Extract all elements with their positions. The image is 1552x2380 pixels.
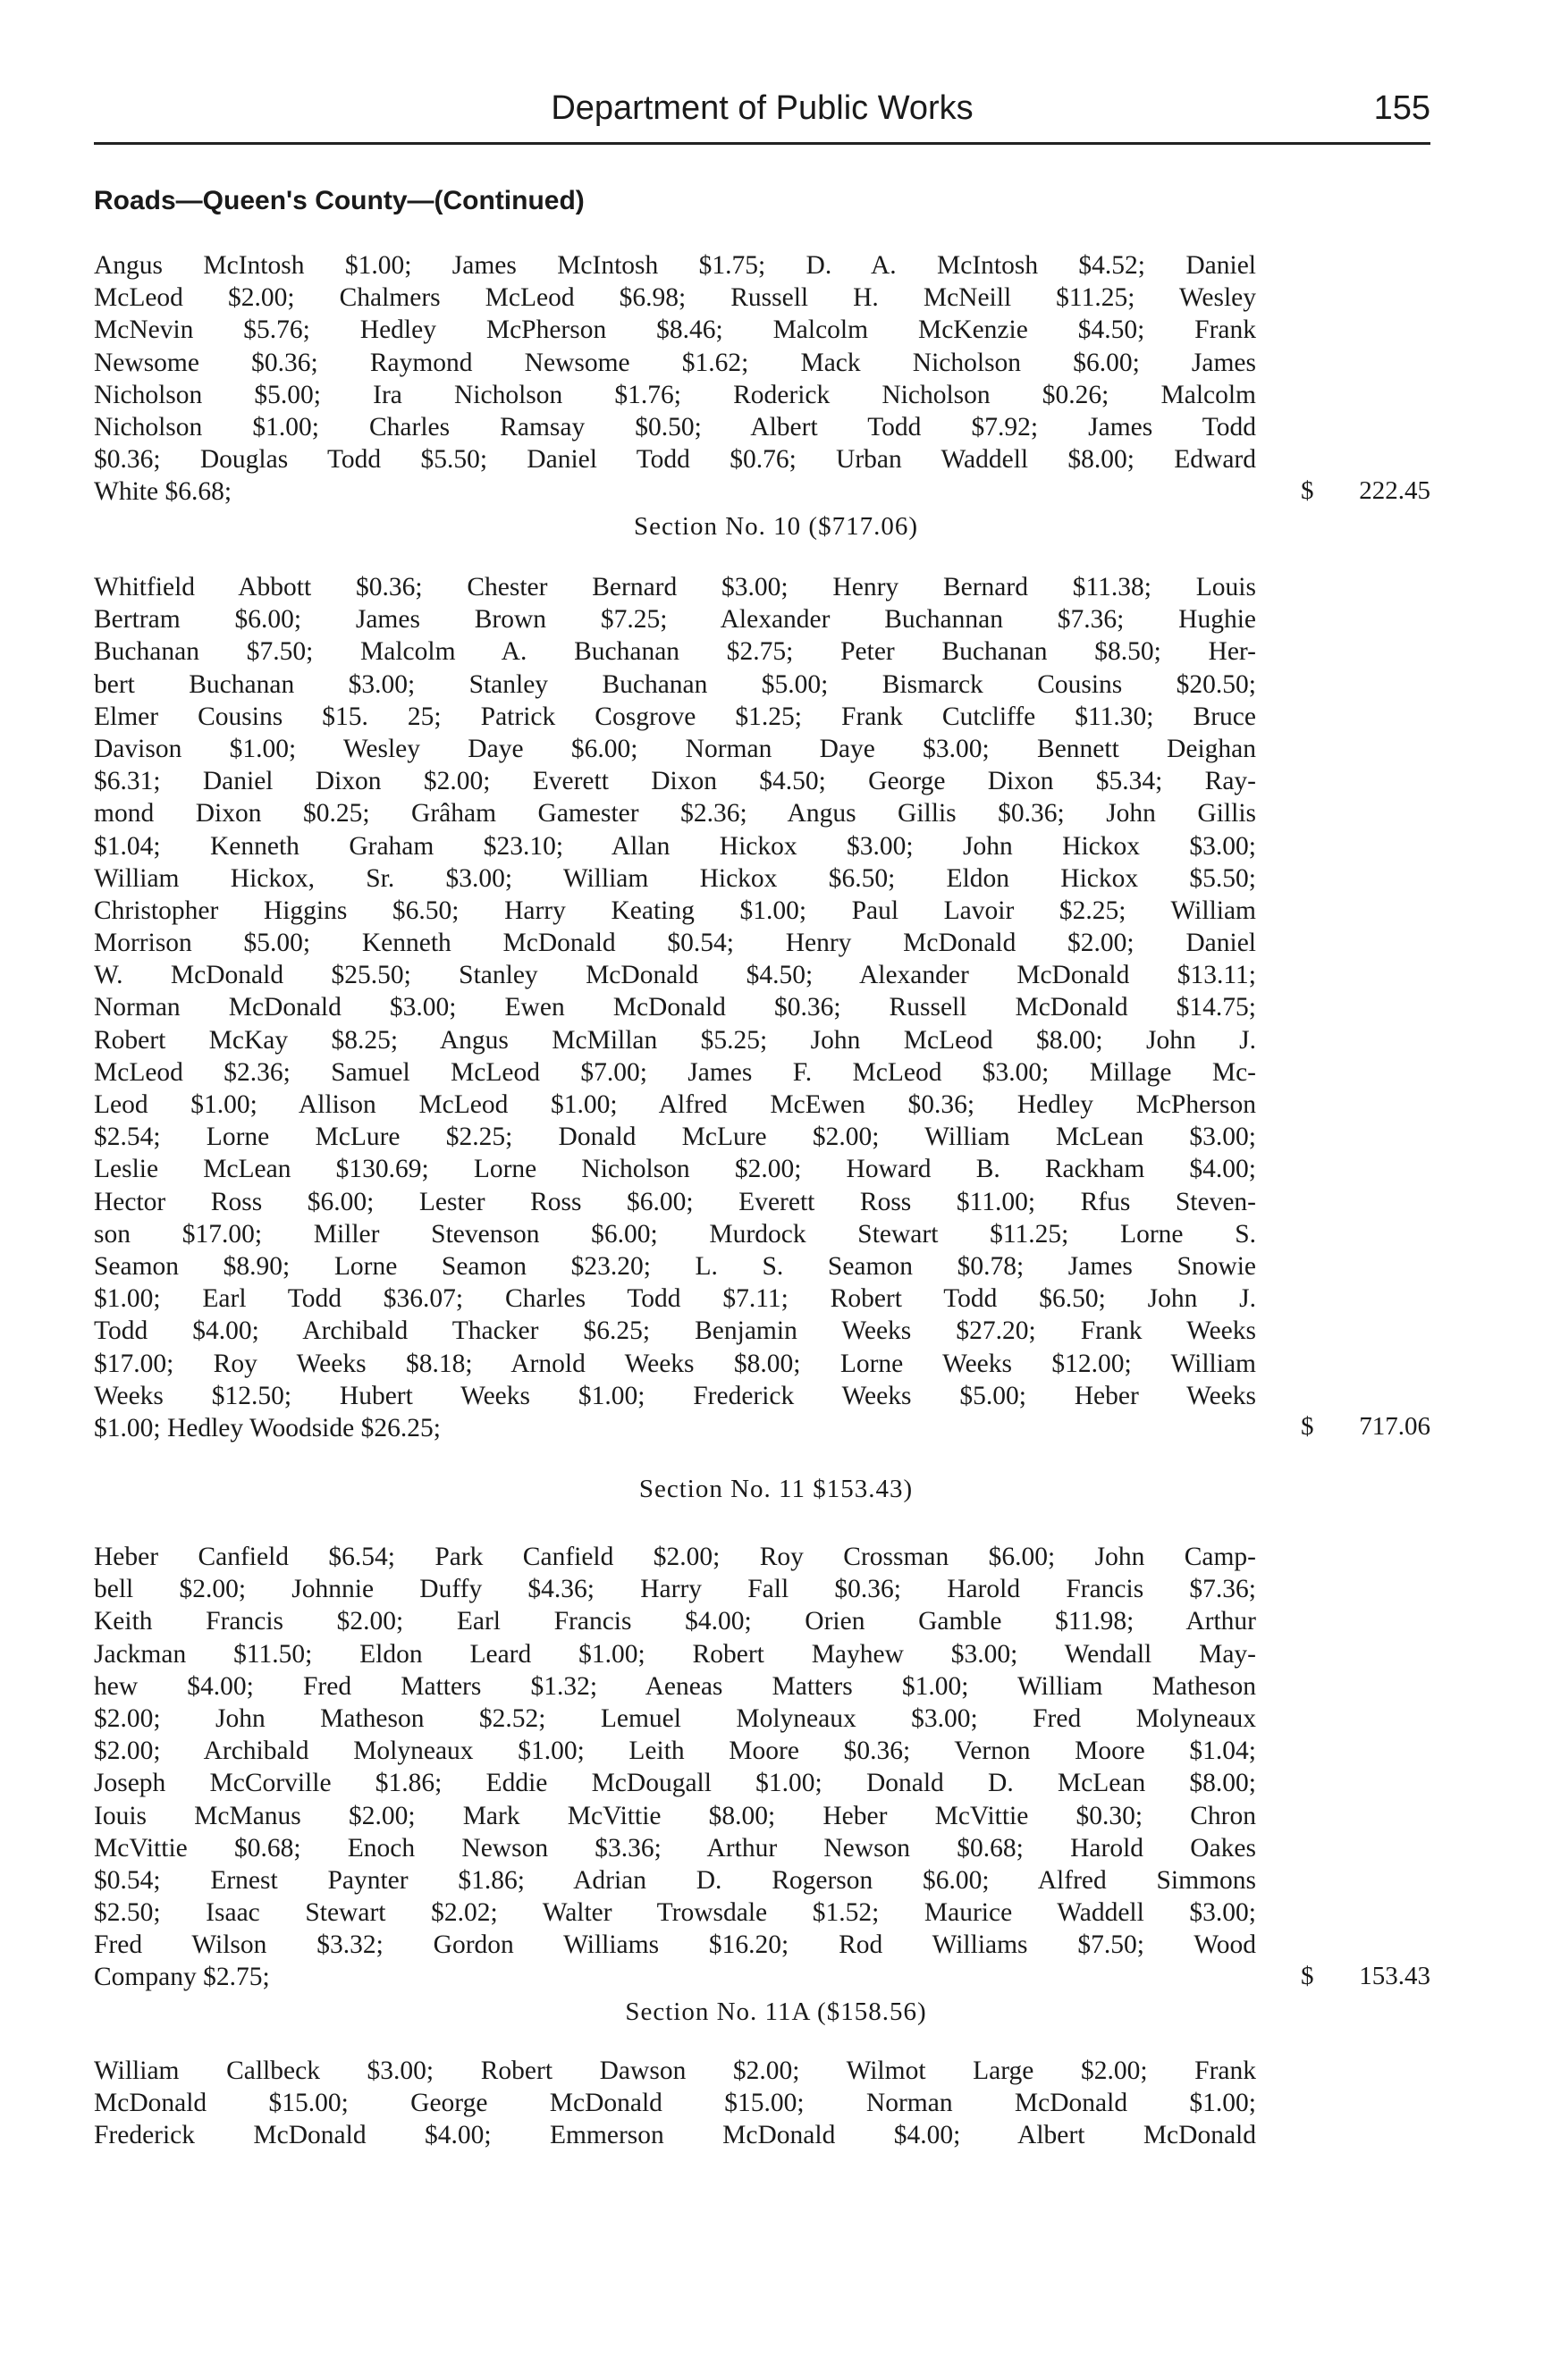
text-line: $2.00; Archibald Molyneaux $1.00; Leith Moore $0.36; Vernon Moore $1.04;: [94, 1737, 1256, 1766]
header-rule: [94, 142, 1430, 145]
text-line: mond Dixon $0.25; Grâham Gamester $2.36; Angus Gillis $0.36; John Gillis: [94, 799, 1256, 828]
text-line: Iouis McManus $2.00; Mark McVittie $8.00; Heber McVittie $0.30; Chron: [94, 1801, 1256, 1830]
page-number: 155: [1373, 89, 1430, 127]
text-line: Buchanan $7.50; Malcolm A. Buchanan $2.75; Peter Buchanan $8.50; Her-: [94, 637, 1256, 667]
section-10-paragraph: [94, 571, 1256, 1444]
text-line: William Hickox, Sr. $3.00; William Hickox $6.50; Eldon Hickox $5.50;: [94, 863, 1256, 893]
text-line: Christopher Higgins $6.50; Harry Keating $1.00; Paul Lavoir $2.25; William: [94, 896, 1256, 925]
total-value: 222.45: [1359, 476, 1430, 505]
continued-list-paragraph: [94, 249, 1256, 509]
text-line: W. McDonald $25.50; Stanley McDonald $4.50; Alexander McDonald $13.11;: [94, 961, 1256, 990]
text-line: Davison $1.00; Wesley Daye $6.00; Norman Daye $3.00; Bennett Deighan: [94, 734, 1256, 763]
currency-symbol: $: [1301, 476, 1314, 505]
text-line: Bertram $6.00; James Brown $7.25; Alexander Buchannan $7.36; Hughie: [94, 605, 1256, 635]
section-11-heading: Section No. 11 $153.43): [638, 1475, 914, 1503]
text-line: Morrison $5.00; Kenneth McDonald $0.54; Henry McDonald $2.00; Daniel: [94, 929, 1256, 958]
text-line: Company $2.75;: [94, 1963, 270, 1992]
text-line: Keith Francis $2.00; Earl Francis $4.00; Orien Gamble $11.98; Arthur: [94, 1607, 1256, 1636]
text-line: Whitfield Abbott $0.36; Chester Bernard $3.00; Henry Bernard $11.38; Louis: [94, 573, 1256, 601]
text-line: $0.36; Douglas Todd $5.50; Daniel Todd $0.76; Urban Waddell $8.00; Edward: [94, 445, 1256, 475]
section-11a-heading: Section No. 11A ($158.56): [625, 1997, 927, 2026]
page-header: [94, 82, 1430, 138]
text-line: $2.54; Lorne McLure $2.25; Donald McLure $2.00; William McLean $3.00;: [94, 1123, 1256, 1152]
page-title: Department of Public Works: [551, 89, 974, 127]
text-line: Newsome $0.36; Raymond Newsome $1.62; Mack Nicholson $6.00; James: [94, 348, 1256, 377]
text-line: $1.00; Earl Todd $36.07; Charles Todd $7.11; Robert Todd $6.50; John J.: [94, 1284, 1256, 1314]
text-line: Robert McKay $8.25; Angus McMillan $5.25; John McLeod $8.00; John J.: [94, 1025, 1256, 1055]
section-11a-paragraph: [94, 2055, 1256, 2152]
text-line: bell $2.00; Johnnie Duffy $4.36; Harry Fall $0.36; Harold Francis $7.36;: [94, 1575, 1256, 1604]
total-value: 153.43: [1359, 1962, 1430, 1990]
text-line: Leslie McLean $130.69; Lorne Nicholson $2.00; Howard B. Rackham $4.00;: [94, 1155, 1256, 1184]
text-line: Hector Ross $6.00; Lester Ross $6.00; Everett Ross $11.00; Rfus Steven-: [94, 1187, 1256, 1216]
text-line: McVittie $0.68; Enoch Newson $3.36; Arthur Newson $0.68; Harold Oakes: [94, 1833, 1256, 1863]
text-line: Todd $4.00; Archibald Thacker $6.25; Benjamin Weeks $27.20; Frank Weeks: [94, 1316, 1256, 1346]
text-line: $17.00; Roy Weeks $8.18; Arnold Weeks $8.00; Lorne Weeks $12.00; William: [94, 1349, 1256, 1378]
text-line: $1.00; Hedley Woodside $26.25;: [94, 1413, 441, 1442]
text-line: $2.50; Isaac Stewart $2.02; Walter Trowsdale $1.52; Maurice Waddell $3.00;: [94, 1898, 1256, 1928]
section-11-paragraph: [94, 1541, 1256, 1994]
text-line: Seamon $8.90; Lorne Seamon $23.20; L. S. Seamon $0.78; James Snowie: [94, 1251, 1256, 1281]
text-line: son $17.00; Miller Stevenson $6.00; Murdock Stewart $11.25; Lorne S.: [94, 1219, 1256, 1249]
text-line: $0.54; Ernest Paynter $1.86; Adrian D. Rogerson $6.00; Alfred Simmons: [94, 1865, 1256, 1895]
section-10-heading: Section No. 10 ($717.06): [634, 512, 918, 541]
text-line: Fred Wilson $3.32; Gordon Williams $16.20; Rod Williams $7.50; Wood: [94, 1930, 1256, 1960]
text-line: Angus McIntosh $1.00; James McIntosh $1.75; D. A. McIntosh $4.52; Daniel: [94, 251, 1256, 280]
text-line: Elmer Cousins $15. 25; Patrick Cosgrove $1.25; Frank Cutcliffe $11.30; Bruce: [94, 702, 1256, 731]
text-line: Heber Canfield $6.54; Park Canfield $2.00; Roy Crossman $6.00; John Camp-: [94, 1543, 1256, 1571]
text-line: bert Buchanan $3.00; Stanley Buchanan $5.00; Bismarck Cousins $20.50;: [94, 669, 1256, 699]
text-line: Leod $1.00; Allison McLeod $1.00; Alfred McEwen $0.36; Hedley McPherson: [94, 1090, 1256, 1119]
text-line: Jackman $11.50; Eldon Leard $1.00; Robert Mayhew $3.00; Wendall May-: [94, 1639, 1256, 1669]
text-line: Frederick McDonald $4.00; Emmerson McDonald $4.00; Albert McDonald: [94, 2121, 1256, 2150]
currency-symbol: $: [1301, 1962, 1314, 1990]
text-line: Norman McDonald $3.00; Ewen McDonald $0.36; Russell McDonald $14.75;: [94, 993, 1256, 1022]
text-line: Weeks $12.50; Hubert Weeks $1.00; Frederick Weeks $5.00; Heber Weeks: [94, 1381, 1256, 1410]
currency-symbol: $: [1301, 1412, 1314, 1441]
running-head: Roads—Queen's County—(Continued): [94, 186, 585, 215]
text-line: Nicholson $1.00; Charles Ramsay $0.50; Albert Todd $7.92; James Todd: [94, 412, 1256, 442]
text-line: William Callbeck $3.00; Robert Dawson $2.00; Wilmot Large $2.00; Frank: [94, 2056, 1256, 2085]
text-line: McLeod $2.00; Chalmers McLeod $6.98; Russell H. McNeill $11.25; Wesley: [94, 283, 1256, 313]
text-line: Joseph McCorville $1.86; Eddie McDougall $1.00; Donald D. McLean $8.00;: [94, 1769, 1256, 1798]
text-line: White $6.68;: [94, 477, 232, 507]
text-line: $6.31; Daniel Dixon $2.00; Everett Dixon $4.50; George Dixon $5.34; Ray-: [94, 767, 1256, 796]
total-value: 717.06: [1359, 1412, 1430, 1441]
text-line: McNevin $5.76; Hedley McPherson $8.46; Malcolm McKenzie $4.50; Frank: [94, 315, 1256, 345]
text-line: McDonald $15.00; George McDonald $15.00; Norman McDonald $1.00;: [94, 2089, 1256, 2118]
text-line: $1.04; Kenneth Graham $23.10; Allan Hickox $3.00; John Hickox $3.00;: [94, 831, 1256, 861]
text-line: Nicholson $5.00; Ira Nicholson $1.76; Roderick Nicholson $0.26; Malcolm: [94, 380, 1256, 409]
text-line: $2.00; John Matheson $2.52; Lemuel Molyneaux $3.00; Fred Molyneaux: [94, 1703, 1256, 1733]
text-line: McLeod $2.36; Samuel McLeod $7.00; James F. McLeod $3.00; Millage Mc-: [94, 1057, 1256, 1087]
text-line: hew $4.00; Fred Matters $1.32; Aeneas Matters $1.00; William Matheson: [94, 1671, 1256, 1701]
